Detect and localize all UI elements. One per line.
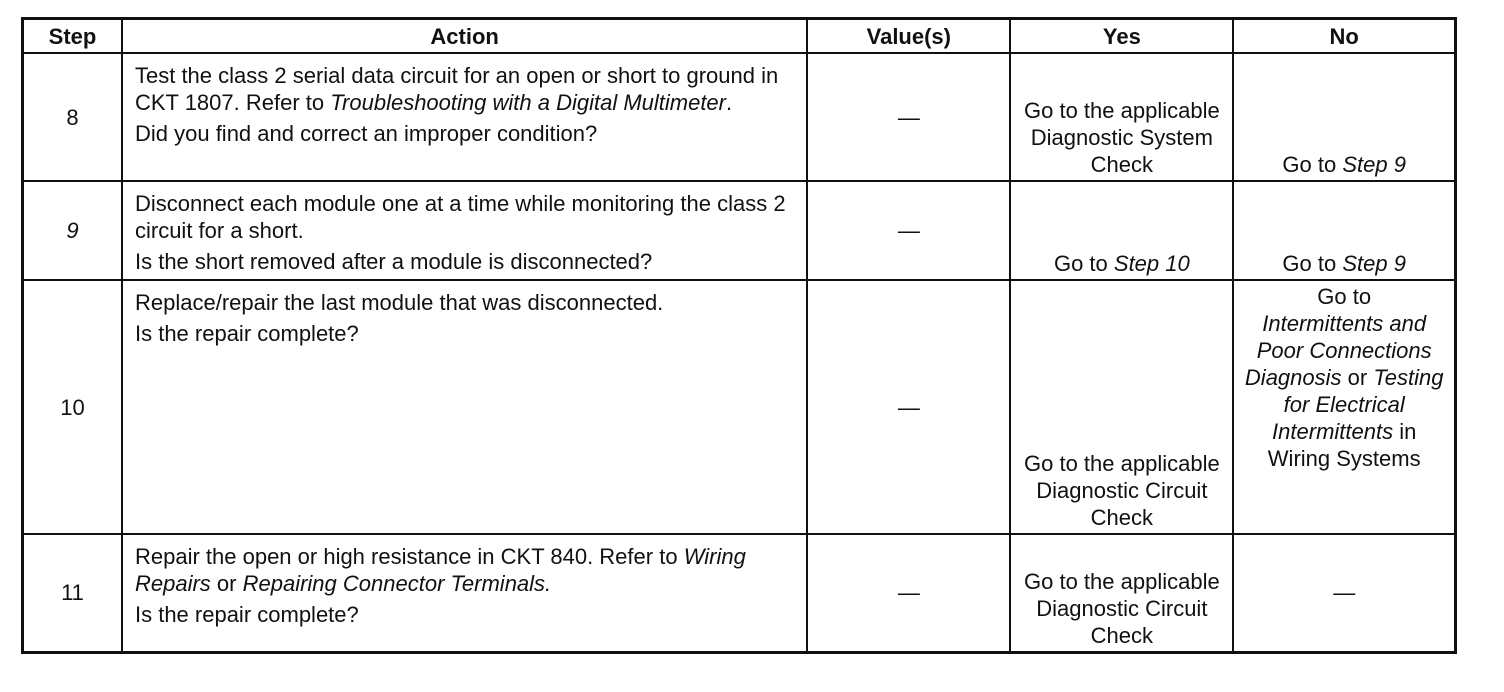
- step-number: 9: [23, 181, 122, 280]
- step-number: 11: [23, 534, 122, 652]
- action-reference-2: Repairing Connector Terminals.: [242, 571, 552, 596]
- value-cell: —: [807, 181, 1010, 280]
- action-cell: [122, 280, 807, 534]
- no-cell: [1233, 53, 1455, 181]
- action-question: Is the short removed after a module is disconnected?: [134, 249, 653, 274]
- no-prefix: Go to: [1282, 152, 1343, 177]
- yes-cell: Go to the applicable Diagnostic Circuit Check: [1010, 534, 1233, 652]
- action-cell: [122, 534, 807, 652]
- action-question: Is the repair complete?: [134, 321, 359, 346]
- no-or: or: [1347, 365, 1368, 390]
- header-row: [23, 19, 1456, 54]
- action-text: [135, 62, 796, 116]
- action-reference: Troubleshooting with a Digital Multimeter: [330, 90, 726, 115]
- no-reference-1: Intermittents and Poor Connections Diagnosis: [1244, 311, 1432, 390]
- table-row: [23, 534, 1456, 652]
- action-text: Disconnect each module one at a time while monitoring the class 2 circuit for a short.: [134, 191, 786, 243]
- header-action: Action: [122, 19, 807, 54]
- step-number: 10: [23, 280, 122, 534]
- header-no: No: [1233, 19, 1455, 54]
- yes-cell: Go to the applicable Diagnostic Circuit Check: [1010, 280, 1233, 534]
- yes-cell: [1010, 181, 1233, 280]
- no-prefix: Go to: [1317, 284, 1372, 309]
- no-step-link: Step 9: [1342, 251, 1406, 276]
- action-cell: [122, 181, 807, 280]
- yes-step-link: Step 10: [1113, 251, 1190, 276]
- action-question: Did you find and correct an improper condition?: [134, 121, 598, 146]
- no-cell: [1233, 181, 1455, 280]
- action-text: [135, 543, 796, 597]
- step-number: 8: [23, 53, 122, 181]
- header-step: Step: [23, 19, 122, 54]
- value-cell: —: [807, 280, 1010, 534]
- no-reference-2: Testing for Electrical Intermittents: [1272, 365, 1444, 444]
- yes-cell: Go to the applicable Diagnostic System Check: [1010, 53, 1233, 181]
- table-row: [23, 181, 1456, 280]
- no-suffix: in Wiring Systems: [1267, 419, 1421, 471]
- action-question: Is the repair complete?: [134, 602, 359, 627]
- action-text: Replace/repair the last module that was disconnected.: [134, 290, 664, 315]
- header-yes: Yes: [1010, 19, 1233, 54]
- table-row: [23, 53, 1456, 181]
- no-step-link: Step 9: [1342, 152, 1406, 177]
- no-cell: —: [1233, 534, 1455, 652]
- action-instruction: Repair the open or high resistance in CKT 840. Refer to: [134, 544, 678, 569]
- action-reference-1: Wiring Repairs: [134, 544, 746, 596]
- table-row: [23, 280, 1456, 534]
- header-values: Value(s): [807, 19, 1010, 54]
- value-cell: —: [807, 534, 1010, 652]
- no-cell: [1233, 280, 1455, 534]
- action-cell: [122, 53, 807, 181]
- action-instruction: Test the class 2 serial data circuit for an open or short to ground in CKT 1807. Refer to: [134, 63, 779, 115]
- yes-prefix: Go to: [1053, 251, 1114, 276]
- action-or: or: [216, 571, 237, 596]
- no-prefix: Go to: [1282, 251, 1343, 276]
- value-cell: —: [807, 53, 1010, 181]
- action-punctuation: .: [726, 90, 733, 115]
- diagnostic-table: [21, 17, 1457, 654]
